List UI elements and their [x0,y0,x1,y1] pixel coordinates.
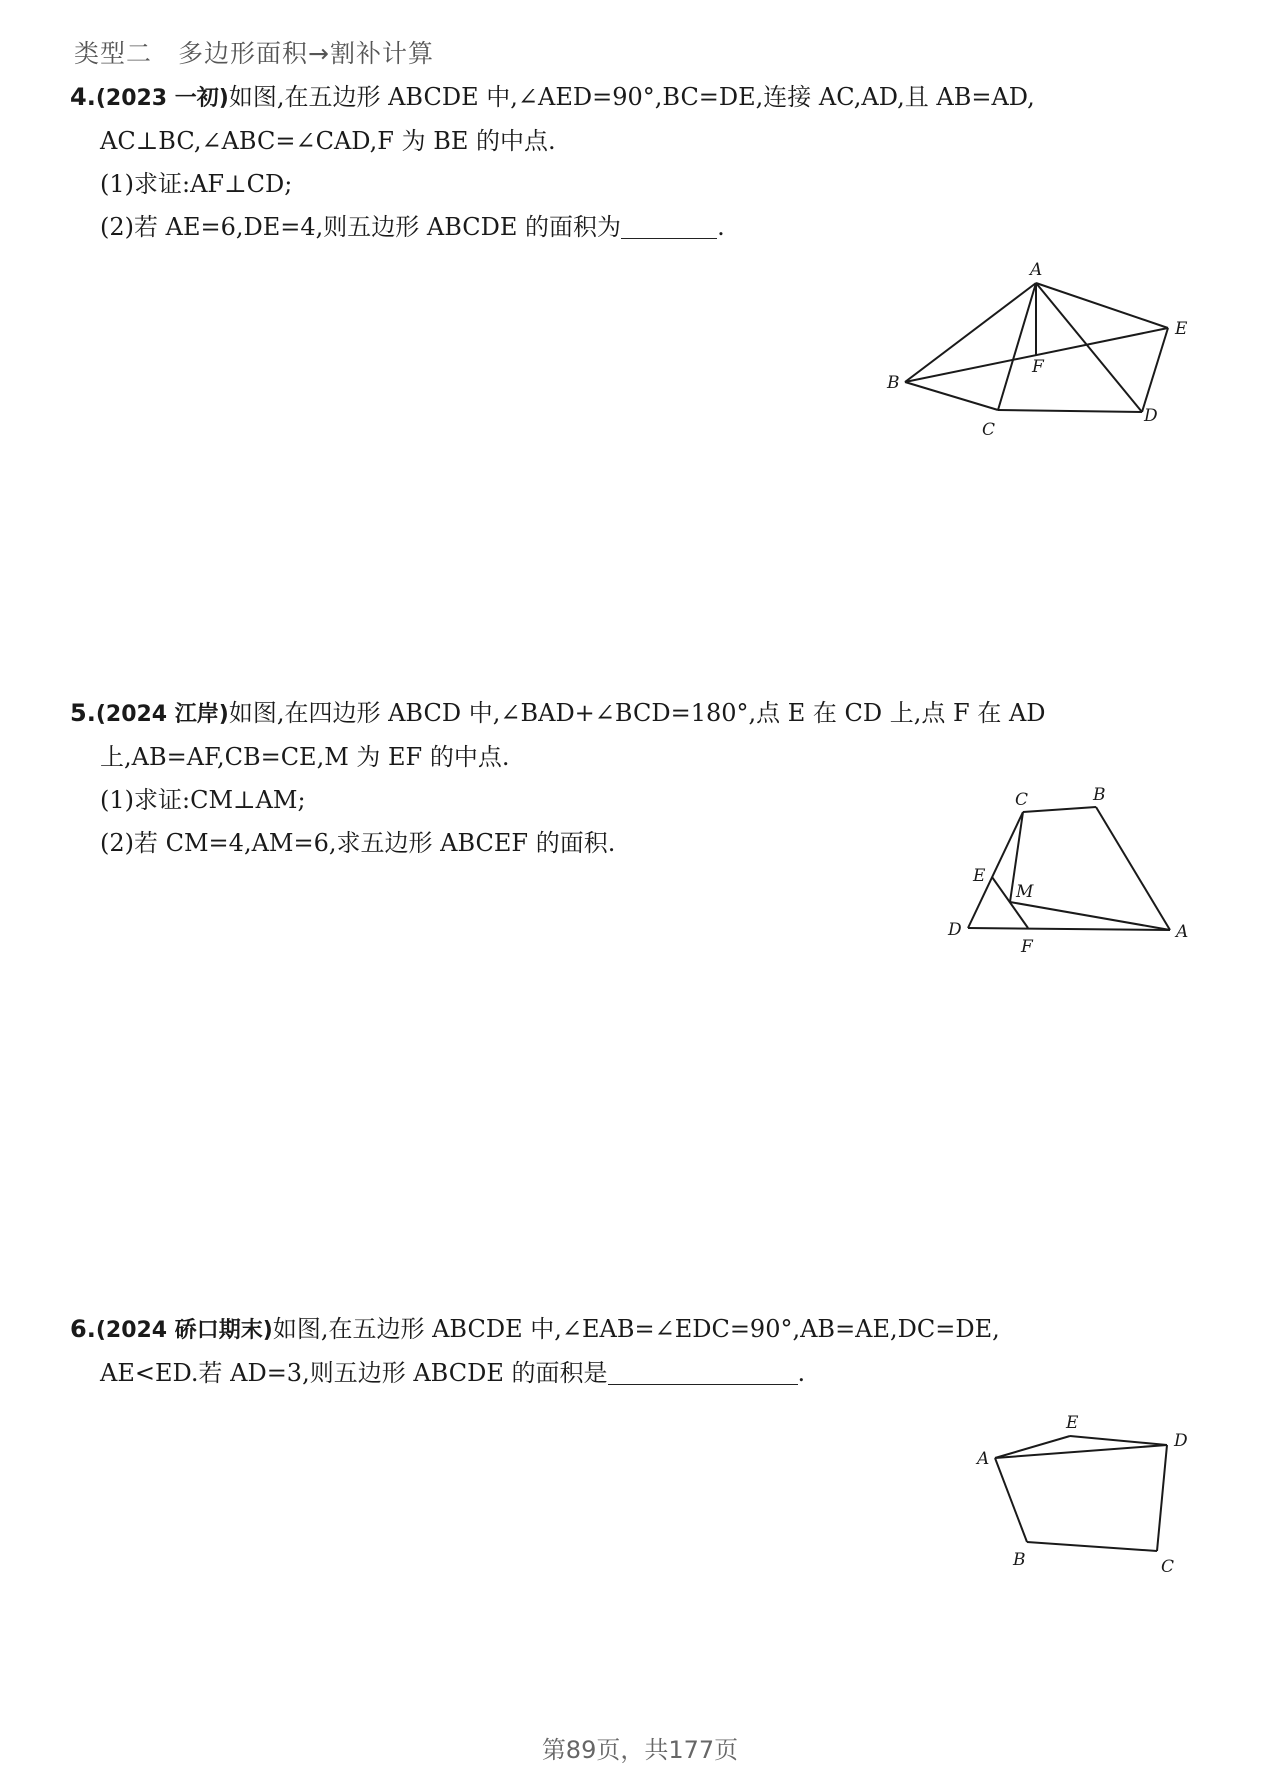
problem-text: AE<ED.若 AD=3,则五边形 ABCDE 的面积是 [100,1359,608,1387]
vertex-label-d: D [1144,406,1158,426]
problem-source: (2024 江岸) [95,702,229,727]
page-indicator: 第89页，共177页 [541,1736,739,1764]
figure-pentagon-abcde-6 [970,1410,1200,1575]
vertex-label-c: C [1015,790,1029,810]
problem-4-part-1: (1)求证:AF⊥CD; [100,170,293,198]
problem-number: 4. [70,83,96,111]
problem-5-part-2: (2)若 CM=4,AM=6,求五边形 ABCEF 的面积. [100,829,616,857]
figure-pentagon-abcde-4 [880,255,1210,455]
section-title: 类型二 多边形面积→割补计算 [74,39,434,68]
problem-5-line-2: 上,AB=AF,CB=CE,M 为 EF 的中点. [100,743,510,771]
vertex-label-a: A [1176,922,1189,942]
problem-5-line-1 [70,692,1200,736]
vertex-label-f: F [1032,357,1044,377]
vertex-label-e: E [1066,1413,1079,1433]
vertex-label-d: D [948,920,962,940]
problem-number: 5. [70,699,96,727]
vertex-label-a: A [977,1449,990,1469]
answer-blank[interactable] [608,1358,798,1385]
problem-text: . [717,213,725,241]
vertex-label-f: F [1021,937,1033,957]
vertex-label-m: M [1016,882,1034,902]
vertex-label-d: D [1174,1431,1188,1451]
problem-text: 如图,在四边形 ABCD 中,∠BAD+∠BCD=180°,点 E 在 CD 上,点 F 在 AD [228,699,1046,727]
vertex-label-c: C [982,420,996,440]
problem-text: 如图,在五边形 ABCDE 中,∠EAB=∠EDC=90°,AB=AE,DC=DE, [272,1315,1000,1343]
problem-number: 6. [70,1315,96,1343]
problem-text: (2)若 AE=6,DE=4,则五边形 ABCDE 的面积为 [100,213,622,241]
vertex-label-a: A [1030,260,1043,280]
figure-quadrilateral-abcd-5 [940,780,1200,960]
vertex-label-b: B [1013,1550,1026,1570]
problem-4-line-2: AC⊥BC,∠ABC=∠CAD,F 为 BE 的中点. [100,127,556,155]
problem-6 [70,1308,1200,1395]
problem-source: (2024 硚口期末) [95,1318,273,1343]
vertex-label-e: E [973,866,986,886]
vertex-label-e: E [1175,319,1188,339]
vertex-label-b: B [1093,785,1106,805]
problem-4-part-2 [70,206,1200,249]
problem-4-line-1 [70,76,1200,120]
problem-text: . [797,1359,806,1387]
problem-6-line-1 [70,1308,1200,1352]
problem-source: (2023 一初) [95,86,229,111]
problem-6-line-2 [70,1352,1200,1395]
problem-4 [70,76,1200,249]
vertex-label-c: C [1161,1557,1175,1577]
problem-text: 如图,在五边形 ABCDE 中,∠AED=90°,BC=DE,连接 AC,AD,且 AB=AD, [228,83,1035,111]
answer-blank[interactable] [621,212,717,239]
vertex-label-b: B [887,373,900,393]
problem-5-part-1: (1)求证:CM⊥AM; [100,786,306,814]
